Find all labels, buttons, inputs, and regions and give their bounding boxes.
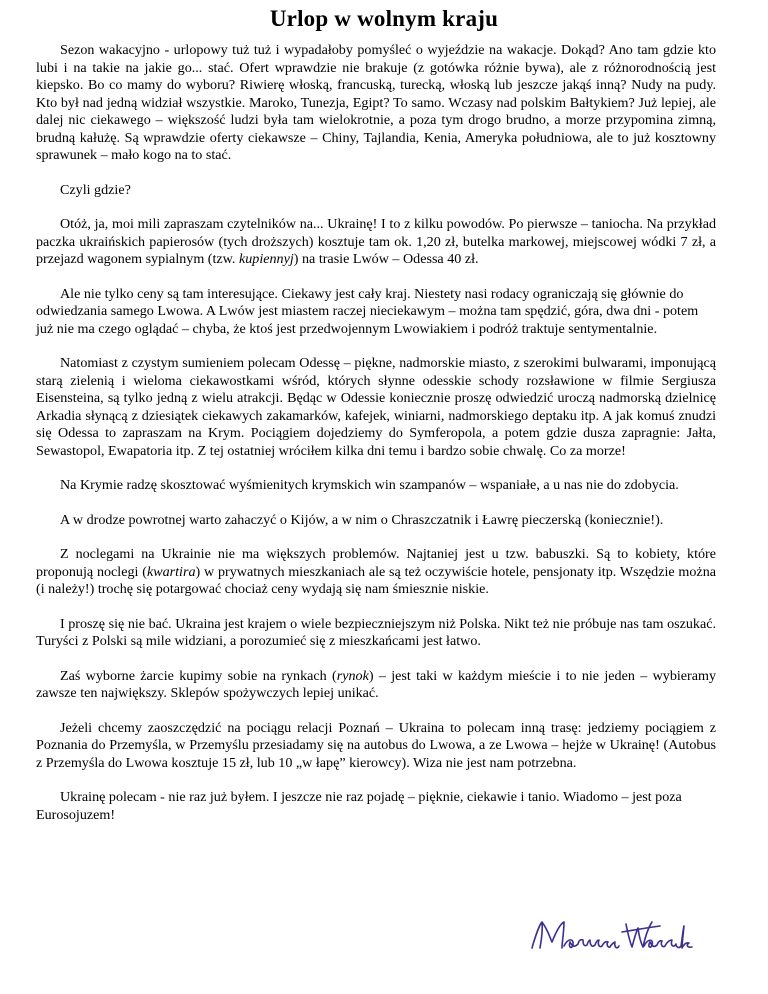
paragraph-safety: I proszę się nie bać. Ukraina jest krajem o wiele bezpieczniejszym niż Polska. Nikt też nie próbuje nas tam oszukać. Turyści z Polski są mile widziani, a porozumieć się z mieszkańcami jest łatwo.: [36, 615, 716, 649]
handwritten-signature: [526, 912, 696, 960]
article-body: [36, 42, 716, 841]
paragraph-intro: Sezon wakacyjno - urlopowy tuż tuż i wypadałoby pomyśleć o wyjeździe na wakacje. Dokąd? Ano tam gdzie kto lubi i na takie na jakie go... stać. Ofert wprawdzie nie brakuje (z gotówka różnie bywa), ale z różnorodnością jest kiepsko. Bo co mamy do wyboru? Riwierę włoską, francuską, turecką, włoską lub jeszcze jakąś inną? Nudy na pudy. Kto był nad jedną widział wszystkie. Maroko, Tunezja, Egipt? To samo. Wczasy nad polskim Bałtykiem? Już lepiej, ale dalej nic ciekawego – większość ludzi była tam wielokrotnie, a poza tym drogo brudno, a morze przypomina zimną, brudną kałużę. Są wprawdzie oferty ciekawsze – Chiny, Tajlandia, Kenia, Ameryka południowa, ale to już kosztowny sprawunek – mało kogo na to stać.: [36, 42, 716, 163]
paragraph-odessa: Natomiast z czystym sumieniem polecam Odessę – piękne, nadmorskie miasto, z szerokimi bulwarami, imponującą starą zielenią i wieloma ciekawostkami wśród, których słynne odesskie schody rozsławione w filmie Sergiusza Eisensteina, są tylko jedną z wielu atrakcji. Będąc w Odessie koniecznie proszę odwiedzić uroczą nadmorską dzielnicę Arkadia słynącą z dziesiątek ciekawych zakamarków, kafejek, winiarni, nadmorskiego deptaku itp. A jak komuś znudzi się Odessa to zapraszam na Krym. Pociągiem dojedziemy do Symferopola, a potem gdzie dusza zapragnie: Jałta, Sewastopol, Ewapatoria itp. Z tej ostatniej wróciłem kilka dni temu i bardzo sobie chwalę. Co za morze!: [36, 355, 716, 459]
paragraph-question: Czyli gdzie?: [60, 181, 131, 198]
paragraph-ukraine-prices: Otóż, ja, moi mili zapraszam czytelników na... Ukrainę! I to z kilku powodów. Po pierwsze – taniocha. Na przykład paczka ukraińskich papierosów (tych droższych) kosztuje tam ok. 1,20 zł, butelka markowej, miejscowej wódki 7 zł, a przejazd wagonem sypialnym (tzw. kupiennyj) na trasie Lwów – Odessa 40 zł.: [36, 216, 716, 267]
paragraph-lviv: Ale nie tylko ceny są tam interesujące. Ciekawy jest cały kraj. Niestety nasi rodacy ograniczają się głównie do odwiedzania samego Lwowa. A Lwów jest miastem raczej nieciekawym – można tam spędzić, góra, dwa dni - potem już nie ma czego oglądać – chyba, że ktoś jest przedwojennym Lwowiakiem i podróż traktuje sentymentalnie.: [36, 285, 699, 337]
paragraph-markets: Zaś wyborne żarcie kupimy sobie na rynkach (rynok) – jest taki w każdym mieście i to nie jeden – wybieramy zawsze ten największy. Sklepów spożywczych lepiej unikać.: [36, 667, 716, 701]
paragraph-kyiv: A w drodze powrotnej warto zahaczyć o Kijów, a w nim o Chraszczatnik i Ławrę pieczerską (koniecznie!).: [60, 511, 664, 528]
article-title: Urlop w wolnym kraju: [269, 6, 499, 31]
paragraph-accommodation: Z noclegami na Ukrainie nie ma większych problemów. Najtaniej jest u tzw. babuszki. Są to kobiety, które proponują noclegi (kwartira) w prywatnych mieszkaniach ale są też oczywiście hotele, pensjonaty itp. Wszędzie można (i należy!) trochę się potargować chociaż ceny wydają się nam śmiesznie niskie.: [36, 546, 716, 597]
paragraph-route: Jeżeli chcemy zaoszczędzić na pociągu relacji Poznań – Ukraina to polecam inną trasę: jedziemy pociągiem z Poznania do Przemyśla, w Przemyślu przesiadamy się na autobus do Lwowa, a ze Lwowa – hejże w Ukrainę! (Autobus z Przemyśla do Lwowa kosztuje 15 zł, lub 10 „w łapę” kierowcy). Wiza nie jest nam potrzebna.: [36, 719, 716, 771]
paragraph-closing: Ukrainę polecam - nie raz już byłem. I jeszcze nie raz pojadę – pięknie, ciekawie i tanio. Wiadomo – jest poza Eurosojuzem!: [36, 789, 682, 823]
paragraph-crimea-wine: Na Krymie radzę skosztować wyśmienitych krymskich win szampanów – wspaniałe, a u nas nie do zdobycia.: [60, 477, 679, 493]
